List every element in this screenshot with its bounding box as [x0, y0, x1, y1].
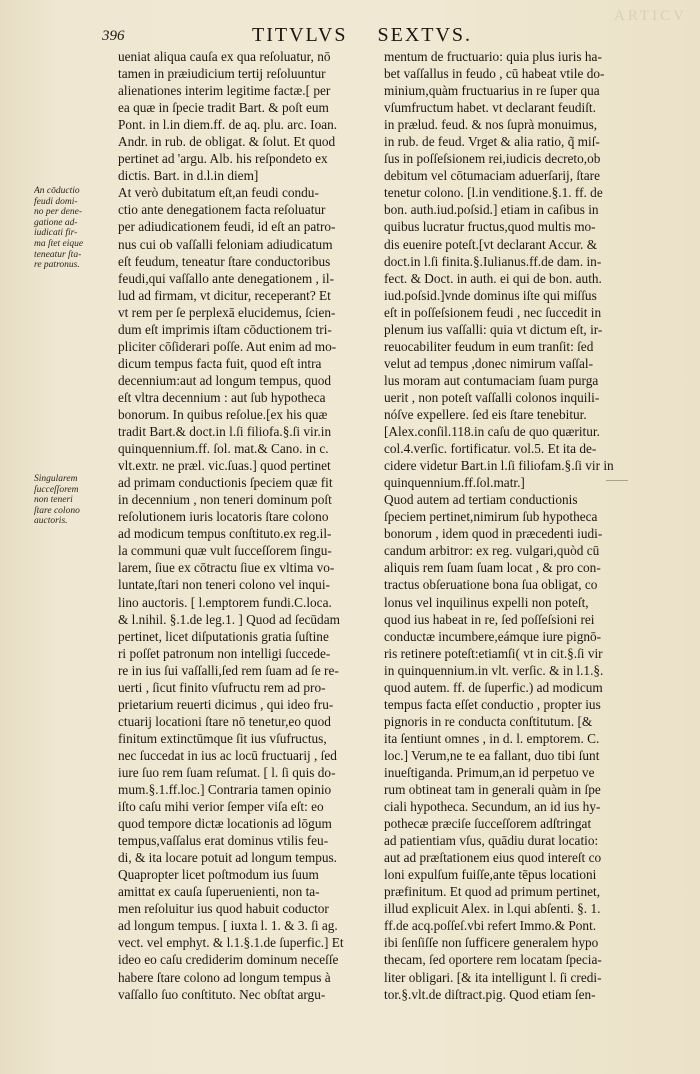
text-line: loni expulſum fuiſſe,ante tēpus locationi	[384, 867, 597, 883]
text-line: pertinet ad 'argu. Alb. his reſpondeto ex	[118, 151, 328, 167]
text-line: in quinquennium.in vlt. verſic. & in l.1.§.	[384, 662, 604, 678]
text-line: ad modicum tempus conſtituto.ex reg.il-	[118, 526, 332, 542]
text-line: lus moram aut contumaciam ſuam purga	[384, 372, 599, 388]
text-line: quinquennium.ff.ſol.matr.]	[384, 475, 525, 491]
text-line: vlt.extr. ne præl. vic.ſuas.] quod pertinet	[118, 458, 331, 474]
text-line: dum eſt imprimis iſtam cōductionem tri-	[118, 321, 332, 337]
text-line: pignoris in re conducta conſtitutum. [&	[384, 713, 593, 729]
text-line: quod ius habeat in re, ſed poſſeſsioni rei	[384, 611, 595, 627]
text-line: inueſtiganda. Primum,an id perpetuo ve	[384, 764, 595, 780]
text-line: conductæ incumbere,eámque iure pignō-	[384, 628, 602, 644]
margin-note-line: An cōductio	[34, 186, 80, 196]
text-line: nus cui ob vaſſalli feloniam adiudicatum	[118, 236, 333, 252]
running-title	[252, 24, 502, 47]
text-line: feudi,qui vaſſallo ante denegationem , il-	[118, 270, 335, 286]
text-line: cidere videtur Bart.in l.ſi filiofam.§.ſi vir in	[384, 458, 614, 474]
text-line: præfinitum. Et quod ad primum pertinet,	[384, 884, 601, 900]
text-line: vt rem per ſe perplexā elucidemus, ſcien-	[118, 304, 336, 320]
text-line: Quapropter licet poſtmodum ius ſuum	[118, 867, 319, 883]
text-line: dis euenire poteſt.[vt declarant Accur. &	[384, 236, 598, 252]
text-line: Quod autem ad tertiam conductionis	[384, 492, 578, 508]
text-line: ad primam conductionis ſpeciem quæ fit	[118, 475, 333, 491]
text-line: tor.§.vlt.de diſtract.pig. Quod etiam ſen-	[384, 986, 596, 1002]
text-line: per adiudicationem feudi, id eſt an patro-	[118, 219, 336, 235]
margin-note-line: feudi domi-	[34, 196, 78, 207]
text-line: nec ſuccedat in ius ac locū fructuarij , ſed	[118, 747, 337, 763]
text-line: aut ad præſtationem eius quod intereſt co	[384, 850, 602, 866]
text-line: lino auctoris. [ l.emptorem fundi.C.loca.	[118, 594, 332, 610]
text-line: mum.§.1.ff.loc.] Contraria tamen opinio	[118, 782, 332, 798]
text-line: vſumfructum habet. vt declarant feudiſt.	[384, 100, 596, 116]
text-line: ciali hypotheca. Secundum, an id ius hy-	[384, 799, 601, 815]
text-line: bon. auth.iud.poſsid.] etiam in caſibus in	[384, 202, 599, 218]
text-line: ibi ſenſiſſe non ſufficere generalem hypo	[384, 935, 599, 951]
margin-note-line: non teneri	[34, 495, 73, 506]
running-title-left: TITVLVS	[252, 24, 348, 46]
text-line: eſt in poſſeſsionem feudi , nec ſuccedit in	[384, 304, 602, 320]
text-line: reſolutionem iuris locatoris ſtare colono	[118, 509, 329, 525]
text-line: di, & ita locare potuit ad longum tempus.	[118, 850, 337, 866]
text-line: Pont. in l.in diem.ff. de aq. plu. arc. Ioan.	[118, 117, 338, 133]
text-line: ita ſentiunt omnes , in d. l. emptorem. C.	[384, 730, 600, 746]
text-line: tradit Bart.& doct.in l.ſi filiofa.§.ſi vir.in	[118, 424, 332, 440]
text-line: quod tempore dictæ locationis ad lōgum	[118, 816, 332, 832]
margin-note-line: ſtare colono	[34, 505, 80, 516]
text-line: dictis. Bart. in d.l.in diem]	[118, 168, 259, 184]
text-line: quod autem. ff. de ſuperfic.) ad modicum	[384, 679, 603, 695]
text-line: ctuarij locationi ſtare nō tenetur,eo quod	[118, 713, 331, 729]
text-line: ideo eo caſu crediderim dominum neceſſe	[118, 952, 339, 968]
text-line: plenum ius vaſſalli: quia vt dictum eſt, ir-	[384, 321, 603, 337]
text-line: re in ius ſui vaſſalli,ſed rem ſuam ad ſe re-	[118, 662, 339, 678]
text-line: eſt vltra decennium : aut ſub hypotheca	[118, 389, 326, 405]
text-line: amittat ex cauſa ſuperuenienti, non ta-	[118, 884, 320, 900]
text-line: debitum vel cōtumaciam aduerſarij, ſtare	[384, 168, 600, 184]
margin-note-2	[34, 474, 114, 527]
text-line: lonus vel inquilinus expelli non poteſt,	[384, 594, 589, 610]
page-number: 396	[102, 28, 125, 44]
text-line: bonorum. In quibus reſolue.[ex his quæ	[118, 406, 328, 422]
margin-note-line: gatione ad-	[34, 217, 78, 228]
text-line: quinquennium.ff. ſol. mat.& Cano. in c.	[118, 441, 329, 457]
text-line: ad longum tempus. [ iuxta l. 1. & 3. ſi ag.	[118, 918, 338, 934]
text-line: [Alex.conſil.118.in caſu de quo quæritur.	[384, 424, 600, 440]
text-line: vect. vel emphyt. & l.1.§.1.de ſuperfic.] Et	[118, 935, 344, 951]
margin-note-line: ſucceſſorem	[34, 484, 79, 495]
text-line: ea quæ in ſpecie tradit Bart. & poſt eum	[118, 100, 329, 116]
margin-note-line: auctoris.	[34, 516, 68, 527]
text-line: eſt feudum, teneatur ſtare conductoribus	[118, 253, 331, 269]
margin-note-1	[34, 186, 114, 271]
text-line: rum obtineat tam in generali quàm in ſpe	[384, 782, 601, 798]
text-line: tenetur colono. [l.in venditione.§.1. ff. de	[384, 185, 603, 201]
text-line: pothecæ præciſe ſucceſſorem adſtringat	[384, 816, 592, 832]
text-line: finitum extinctūmque ſit ius vſufructus,	[118, 730, 327, 746]
text-line: ris retinere poteſt:etiamſi( vt in cit.§.ſi vir	[384, 645, 603, 661]
text-line: men reſoluitur ius quod habuit coductor	[118, 901, 329, 917]
running-title-right: SEXTVS.	[377, 24, 473, 46]
text-line: liter obligari. [& ita intelligunt l. ſi credi-	[384, 969, 602, 985]
text-line: uerit , non poteſt vaſſalli colonos inquili-	[384, 389, 600, 405]
text-line: ff.de acq.poſſeſ.vbi refert Immo.& Pont.	[384, 918, 597, 934]
text-line: pertinet, licet diſputationis gratia ſuſtine	[118, 628, 329, 644]
text-line: pliciter cōſiderari poſſe. Aut enim ad mo-	[118, 338, 337, 354]
text-line: lud ad firmam, vt dicitur, receperant? Et	[118, 287, 331, 303]
right-text-column	[384, 48, 638, 1003]
bleedthrough-header: ARTICV	[614, 8, 687, 24]
text-line: At verò dubitatum eſt,an feudi condu-	[118, 185, 319, 201]
text-line: minium,quàm fructuarius in re ſuper qua	[384, 83, 600, 99]
margin-note-line: iudicati fir-	[34, 228, 78, 239]
text-line: Andr. in rub. de obligat. & ſolut. Et quod	[118, 134, 336, 150]
text-line: in decennium , non teneri dominum poſt	[118, 492, 332, 508]
text-line: bonorum , idem quod in præcedenti iudi-	[384, 526, 603, 542]
text-line: & l.nihil. §.1.de leg.1. ] Quod ad ſecūdam	[118, 611, 340, 627]
text-line: prietarium reuerti dicimus , qui ideo fru-	[118, 696, 334, 712]
text-line: fect. & Doct. in auth. ei qui de bon. auth.	[384, 270, 602, 286]
text-line: ueniat aliqua cauſa ex qua reſoluatur, nō	[118, 49, 331, 64]
text-line: ſpeciem pertinet,nimirum ſub hypotheca	[384, 509, 598, 525]
text-line: velut ad tempus ,donec nimirum vaſſal-	[384, 355, 594, 371]
text-line: quibus lucratur fructus,quod multis mo-	[384, 219, 596, 235]
text-line: la communi quæ vult ſucceſſorem ſingu-	[118, 543, 332, 559]
text-line: tempus facta eſſet conductio , propter ius	[384, 696, 601, 712]
text-line: ri poſſet patronum non intelligi ſuccede-	[118, 645, 331, 661]
text-line: ad patientiam vſus, quādiu durat locatio:	[384, 833, 599, 849]
text-line: iure ſuo rem ſuam reſumat. [ l. ſi quis do-	[118, 764, 336, 780]
text-line: larem, ſiue ex cōtractu ſiue ex vltima vo-	[118, 560, 335, 576]
text-line: ſus in poſſeſsionem rei,iudicis decreto,ob	[384, 151, 601, 167]
text-line: tamen in præiudicium tertij reſoluuntur	[118, 66, 326, 82]
left-text-column	[118, 48, 366, 1003]
text-line: candum arbitror: ex reg. vulgari,quòd cū	[384, 543, 600, 559]
text-line: aliquis rem ſuam ſuam locat , & pro con-	[384, 560, 601, 576]
margin-note-line: ma ſtet eique	[34, 238, 84, 249]
margin-note-line: re patronus.	[34, 260, 80, 271]
margin-note-line: no per dene-	[34, 207, 83, 218]
text-line: vaſſallo ſuo conſtituto. Nec obſtat argu-	[118, 986, 326, 1002]
text-line: tempus,vaſſalus erat dominus vtilis feu-	[118, 833, 329, 849]
text-line: uerti , ſicut finito vſufructu rem ad pro-	[118, 679, 326, 695]
section-rule	[606, 480, 628, 481]
text-line: tractus obſeruatione bona ſua obligat, co	[384, 577, 598, 593]
text-line: bet vaſſallus in feudo , cū habeat vtile do-	[384, 66, 605, 82]
margin-note-line: teneatur ſta-	[34, 249, 82, 260]
text-line: decennium:aut ad longum tempus, quod	[118, 372, 332, 388]
text-line: col.4.verſic. fortificatur. vol.5. Et ita de-	[384, 441, 597, 457]
text-line: habere ſtare colono ad longum tempus à	[118, 969, 331, 985]
text-line: in rub. de feud. Vrget & alia ratio, q̃ miſ-	[384, 134, 600, 150]
text-line: reuocabiliter feudum in eum tranſit: ſed	[384, 338, 594, 354]
text-line: dicum tempus facta fuit, quod eſt intra	[118, 355, 322, 371]
text-line: illud explicuit Alex. in l.qui abſenti. §. 1.	[384, 901, 601, 917]
text-line: luntate,ſtari non teneri colono vel inqui-	[118, 577, 330, 593]
text-line: nóſve expellere. ſed eis ſtare tenebitur.	[384, 406, 587, 422]
text-line: mentum de fructuario: quia plus iuris ha-	[384, 49, 602, 64]
text-line: loc.] Verum,ne te ea fallant, duo tibi ſunt	[384, 747, 600, 763]
margin-note-line: Singularem	[34, 474, 78, 484]
text-line: doct.in l.ſi finita.§.Iulianus.ff.de dam. in-	[384, 253, 602, 269]
text-line: iud.poſsid.]vnde dominus iſte qui miſſus	[384, 287, 597, 303]
text-line: alienationes interim legitime factæ.[ per	[118, 83, 331, 99]
text-line: ctio ante denegationem facta reſoluatur	[118, 202, 326, 218]
text-line: in prælud. feud. & nos ſuprà monuimus,	[384, 117, 598, 133]
text-line: thecam, ſed oportere rem locatam ſpecia-	[384, 952, 602, 968]
text-line: iſto caſu mihi verior ſemper viſa eſt: eo	[118, 799, 324, 815]
